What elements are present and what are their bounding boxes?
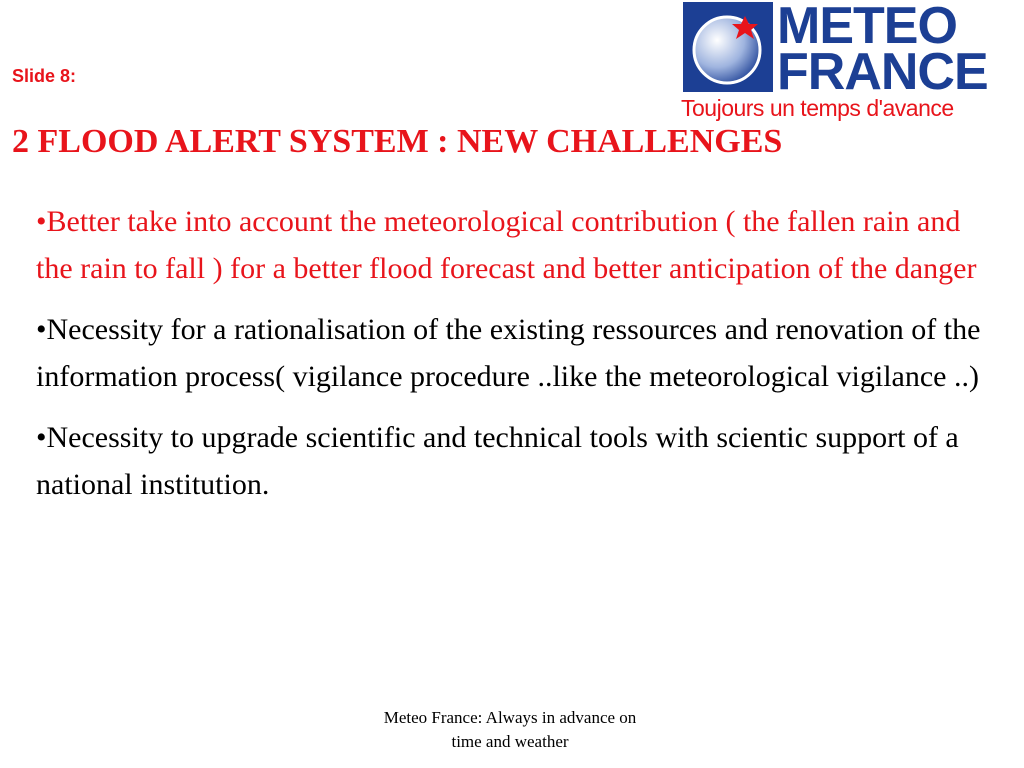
- slide-footer: [350, 706, 670, 754]
- footer-line-2: time and weather: [451, 732, 569, 751]
- footer-line-1: Meteo France: Always in advance on: [383, 708, 637, 727]
- slide-title: 2 FLOOD ALERT SYSTEM : NEW CHALLENGES: [12, 123, 783, 160]
- bullet-marker: •: [36, 313, 47, 346]
- bullet-marker: •: [36, 421, 47, 454]
- bullet-item: [36, 414, 996, 508]
- bullet-text: Necessity to upgrade scientific and technical tools with scientic support of a national institution.: [36, 421, 959, 501]
- bullet-marker: •: [36, 205, 47, 238]
- bullet-list: [36, 198, 996, 522]
- logo-tagline: Toujours un temps d'avance: [681, 95, 954, 121]
- bullet-item: [36, 306, 996, 400]
- bullet-text: Necessity for a rationalisation of the existing ressources and renovation of the information process( vigilance procedure ..like the meteorological vigilance ..): [36, 313, 981, 393]
- slide-number-label: Slide 8:: [12, 66, 77, 86]
- bullet-text: Better take into account the meteorological contribution ( the fallen rain and the rain to fall ) for a better flood forecast and better anticipation of the danger: [36, 205, 977, 285]
- logo-word-france: FRANCE: [777, 43, 988, 101]
- bullet-item: [36, 198, 996, 292]
- logo-word-meteo: METEO: [777, 0, 957, 55]
- meteo-france-emblem-icon: [683, 2, 773, 92]
- meteo-france-logo: [681, 0, 1007, 126]
